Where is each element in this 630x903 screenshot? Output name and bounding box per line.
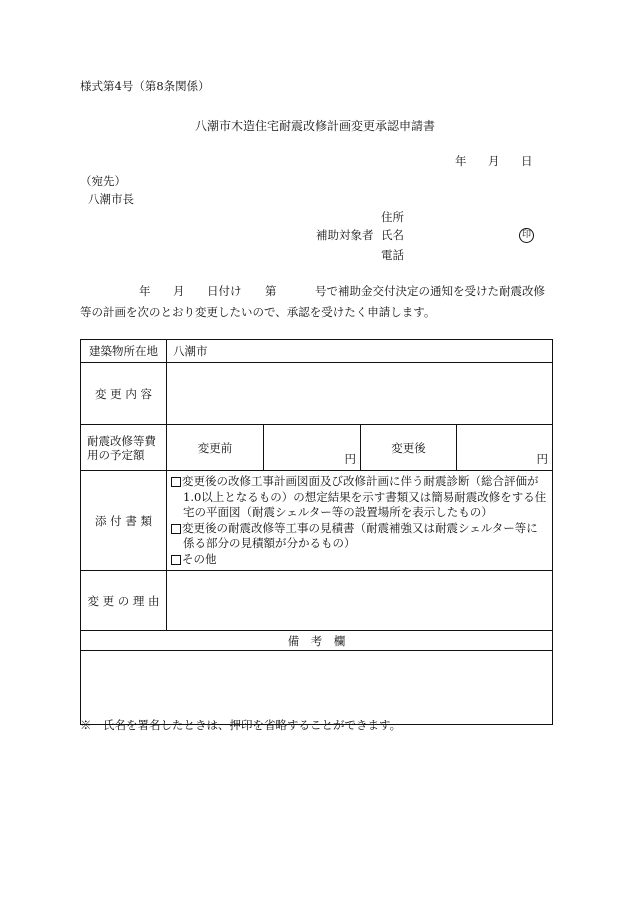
body-line-2: 等の計画を次のとおり変更したいので、承認を受けたく申請します。 — [80, 305, 436, 319]
addressee-prefix: （宛先） — [80, 174, 126, 188]
attachment-item-2[interactable] — [171, 521, 548, 537]
before-amount-field[interactable] — [264, 425, 361, 471]
change-content-label: 変 更 内 容 — [81, 363, 167, 425]
body-month: 月 — [173, 284, 185, 298]
attachment-2-line-1: 変更後の耐震改修等工事の見積書（耐震補強又は耐震シェルター等に — [182, 520, 538, 535]
application-table — [80, 339, 553, 725]
attachments-label: 添 付 書 類 — [81, 471, 167, 571]
location-label: 建築物所在地 — [81, 340, 167, 363]
attachment-item-2-cont — [171, 536, 548, 552]
reason-label: 変 更 の 理 由 — [81, 571, 167, 631]
cost-label-line1: 耐震改修等費 — [87, 433, 156, 448]
address-label: 住所 — [381, 210, 404, 224]
form-number: 様式第4号（第8条関係） — [80, 79, 210, 93]
location-value[interactable]: 八潮市 — [167, 340, 553, 363]
attachment-item-1[interactable] — [171, 474, 548, 490]
after-label: 変更後 — [361, 425, 457, 471]
attachment-1-line-2: 1.0以上となるもの）の想定結果を示す書類又は簡易耐震改修をする住 — [183, 489, 547, 504]
date-year: 年 — [455, 154, 467, 168]
checkbox-icon[interactable] — [171, 555, 181, 565]
remarks-label: 備 考 欄 — [81, 631, 553, 651]
attachment-item-1-cont — [171, 490, 548, 521]
addressee-name: 八潮市長 — [88, 192, 134, 206]
after-yen-unit: 円 — [536, 452, 548, 466]
footnote: ※ 氏名を署名したときは、押印を省略することができます。 — [80, 718, 402, 732]
attachment-3-line-1: その他 — [182, 551, 217, 566]
page-title: 八潮市木造住宅耐震改修計画変更承認申請書 — [194, 119, 435, 133]
applicant-label: 補助対象者 — [316, 228, 374, 242]
before-yen-unit: 円 — [344, 452, 356, 466]
attachment-1-line-3: 宅の平面図（耐震シェルター等の設置場所を表示したもの） — [183, 505, 493, 519]
body-number-prefix: 第 — [265, 284, 277, 298]
checkbox-icon[interactable] — [171, 524, 181, 534]
attachments-list — [167, 471, 553, 571]
name-label: 氏名 — [381, 228, 404, 242]
cost-label — [81, 425, 167, 471]
date-month: 月 — [488, 154, 500, 168]
attachment-item-3[interactable] — [171, 552, 548, 568]
seal-mark: 印 — [519, 228, 534, 243]
body-line1-rest: 号で補助金交付決定の通知を受けた耐震改修 — [315, 284, 545, 298]
reason-field[interactable] — [167, 571, 553, 631]
cost-label-line2: 用の予定額 — [87, 447, 145, 462]
body-day: 日付け — [207, 284, 242, 298]
body-line-1 — [0, 286, 630, 300]
phone-label: 電話 — [381, 248, 404, 262]
date-line — [0, 156, 630, 170]
body-year: 年 — [139, 284, 151, 298]
attachment-1-line-1: 変更後の改修工事計画図面及び改修計画に伴う耐震診断（総合評価が — [182, 474, 539, 488]
change-content-field[interactable] — [167, 363, 553, 425]
date-day: 日 — [521, 154, 533, 168]
attachment-2-line-2: 係る部分の見積額が分かるもの） — [183, 536, 356, 550]
before-label: 変更前 — [167, 425, 264, 471]
after-amount-field[interactable] — [457, 425, 553, 471]
remarks-field[interactable] — [81, 651, 553, 725]
checkbox-icon[interactable] — [171, 477, 181, 487]
